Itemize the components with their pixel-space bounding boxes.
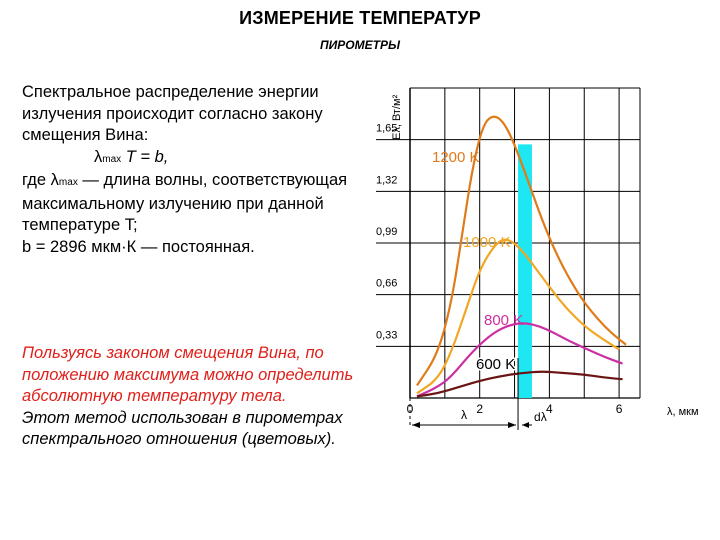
y-tick-label: 0,33 (376, 329, 398, 342)
y-tick-label: 0,66 (376, 277, 398, 290)
y-axis-label: Eλ, Вт/м² (391, 94, 403, 140)
series-label: 1200 K (432, 149, 480, 166)
y-tick-label: 1,65 (376, 122, 398, 135)
y-tick-label: 0,99 (376, 226, 398, 238)
where-sub: max (58, 177, 78, 188)
dlambda-band (518, 144, 532, 398)
formula-rest: T = b, (121, 147, 169, 166)
x-tick-label: 2 (476, 402, 484, 416)
note-red: Пользуясь законом смещения Вина, по положению максимума можно определить абсолютную температуру тела. (22, 344, 354, 405)
page-subtitle: ПИРОМЕТРЫ (320, 38, 400, 52)
x-tick-label: 6 (615, 402, 623, 416)
arrow-left-icon (522, 422, 529, 428)
note-black: Этот метод использован в пирометрах спектрального отношения (цветовых). (22, 408, 343, 448)
lambda-label: λ (461, 408, 468, 422)
x-tick-label: 0 (406, 402, 414, 416)
x-axis-label: λ, мкм (667, 406, 699, 418)
constant-paragraph: b = 2896 мкм·К — постоянная. (22, 237, 255, 256)
series-label: 1000 K (463, 234, 511, 251)
where-rest: — длина волны, соответствующая максимальному излучению при данной температуре T; (22, 171, 348, 234)
arrow-left-icon (412, 422, 420, 428)
arrow-right-icon (508, 422, 516, 428)
x-tick-label: 4 (546, 402, 553, 416)
series-label: 800 K (484, 312, 524, 329)
y-tick-label: 1,32 (376, 174, 398, 187)
formula-lambda: λ (94, 147, 103, 166)
where-start: где λ (22, 171, 59, 189)
intro-paragraph: Спектральное распределение энергии излучения происходит согласно закону смещения Вина: (22, 83, 323, 144)
formula-sub: max (102, 153, 122, 165)
page-title: ИЗМЕРЕНИЕ ТЕМПЕРАТУР (239, 8, 481, 28)
series-label: 600 K (476, 356, 516, 373)
dlambda-label: dλ (534, 410, 547, 424)
